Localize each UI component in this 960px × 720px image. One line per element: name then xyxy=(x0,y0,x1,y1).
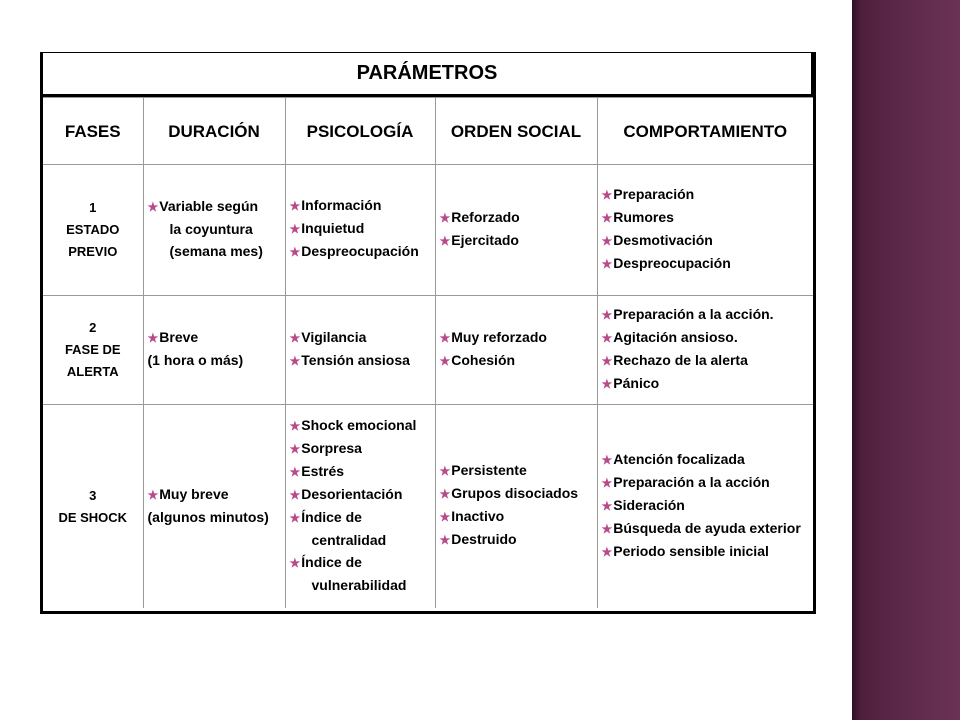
list-item: ★Desmotivación xyxy=(601,231,713,248)
orden-social-cell xyxy=(435,165,597,296)
star-icon: ★ xyxy=(289,419,301,433)
star-icon: ★ xyxy=(601,307,613,322)
list-item: ★Tensión ansiosa xyxy=(289,351,410,368)
duracion-cell xyxy=(143,296,285,405)
list-item: ★Preparación xyxy=(601,185,695,202)
table-title: PARÁMETROS xyxy=(43,53,813,97)
star-icon: ★ xyxy=(439,353,451,368)
fase-name: FASE DE ALERTA xyxy=(64,342,121,379)
comportamiento-cell xyxy=(597,296,813,405)
star-icon: ★ xyxy=(289,199,301,213)
list-item: ★Sorpresa xyxy=(289,440,362,456)
star-icon: ★ xyxy=(289,488,301,502)
star-icon: ★ xyxy=(289,330,301,345)
list-item: ★Inquietud xyxy=(289,220,365,236)
list-item: ★Rumores xyxy=(601,208,674,225)
list-item: ★Índice de xyxy=(289,509,362,525)
star-icon: ★ xyxy=(601,521,613,536)
list-item: ★Inactivo xyxy=(439,508,505,524)
list-item: ★Periodo sensible inicial xyxy=(601,542,769,559)
list-item: ★Ejercitado xyxy=(439,231,519,248)
star-icon: ★ xyxy=(289,556,301,570)
star-icon: ★ xyxy=(439,533,451,547)
list-item: vulnerabilidad xyxy=(311,577,407,593)
comportamiento-cell xyxy=(597,405,813,609)
list-item: ★Reforzado xyxy=(439,208,520,225)
header-psicologia: PSICOLOGÍA xyxy=(285,98,435,165)
star-icon: ★ xyxy=(439,464,451,478)
star-icon: ★ xyxy=(289,245,301,259)
star-icon: ★ xyxy=(289,511,301,525)
duracion-cell xyxy=(143,165,285,296)
psicologia-cell xyxy=(285,165,435,296)
star-icon: ★ xyxy=(439,510,451,524)
star-icon: ★ xyxy=(601,233,613,248)
list-item: (semana mes) xyxy=(169,243,263,259)
header-fases: FASES xyxy=(43,98,143,165)
fase-number: 2 xyxy=(89,320,97,335)
star-icon: ★ xyxy=(601,187,613,202)
list-item: ★Muy breve xyxy=(147,485,229,502)
star-icon: ★ xyxy=(601,330,613,345)
fase-cell xyxy=(43,405,143,609)
table-row xyxy=(43,405,813,609)
parameters-table xyxy=(43,97,813,608)
list-item: ★Persistente xyxy=(439,462,527,478)
table-row xyxy=(43,165,813,296)
list-item: ★Despreocupación xyxy=(289,243,419,259)
list-item: ★Pánico xyxy=(601,374,660,391)
fase-number: 1 xyxy=(89,200,97,215)
fase-number: 3 xyxy=(89,487,97,503)
fase-cell xyxy=(43,165,143,296)
orden-social-cell xyxy=(435,296,597,405)
list-item: ★Grupos disociados xyxy=(439,485,579,501)
list-item: centralidad xyxy=(311,532,387,548)
list-item: ★Rechazo de la alerta xyxy=(601,351,748,368)
list-item: ★Destruido xyxy=(439,531,517,547)
list-item: ★Agitación ansioso. xyxy=(601,328,738,345)
list-item: ★Atención focalizada xyxy=(601,450,745,467)
orden-social-cell xyxy=(435,405,597,609)
star-icon: ★ xyxy=(601,452,613,467)
list-item: ★Sideración xyxy=(601,496,685,513)
fase-name: DE SHOCK xyxy=(58,509,128,525)
psicologia-cell xyxy=(285,405,435,609)
star-icon: ★ xyxy=(601,475,613,490)
star-icon: ★ xyxy=(601,210,613,225)
list-item: ★Breve xyxy=(147,329,199,345)
list-item: ★Variable según xyxy=(147,198,259,214)
star-icon: ★ xyxy=(601,544,613,559)
list-item: la coyuntura xyxy=(169,221,253,237)
star-icon: ★ xyxy=(601,498,613,513)
star-icon: ★ xyxy=(601,353,613,368)
header-duracion: DURACIÓN xyxy=(143,98,285,165)
star-icon: ★ xyxy=(289,222,301,236)
duracion-cell xyxy=(143,405,285,609)
list-item: ★Información xyxy=(289,197,382,213)
star-icon: ★ xyxy=(147,487,159,502)
list-item: ★Búsqueda de ayuda exterior xyxy=(601,519,801,536)
list-item: ★Estrés xyxy=(289,463,345,479)
psicologia-cell xyxy=(285,296,435,405)
star-icon: ★ xyxy=(439,330,451,345)
comportamiento-cell xyxy=(597,165,813,296)
parameters-table-frame xyxy=(40,52,816,614)
list-item: ★Preparación a la acción xyxy=(601,473,770,490)
header-row xyxy=(43,98,813,165)
table-row xyxy=(43,296,813,405)
fase-name: ESTADO PREVIO xyxy=(66,222,120,259)
star-icon: ★ xyxy=(289,442,301,456)
star-icon: ★ xyxy=(601,376,613,391)
star-icon: ★ xyxy=(289,465,301,479)
list-item: (1 hora o más) xyxy=(147,352,244,368)
header-orden-social: ORDEN SOCIAL xyxy=(435,98,597,165)
star-icon: ★ xyxy=(289,353,301,368)
list-item: ★Vigilancia xyxy=(289,328,367,345)
star-icon: ★ xyxy=(601,256,613,271)
star-icon: ★ xyxy=(147,200,159,214)
star-icon: ★ xyxy=(147,331,159,345)
list-item: ★Despreocupación xyxy=(601,254,731,271)
fase-cell xyxy=(43,296,143,405)
star-icon: ★ xyxy=(439,233,451,248)
list-item: ★Cohesión xyxy=(439,351,516,368)
list-item: ★Muy reforzado xyxy=(439,328,547,345)
header-comportamiento: COMPORTAMIENTO xyxy=(597,98,813,165)
list-item: ★Preparación a la acción. xyxy=(601,305,774,322)
star-icon: ★ xyxy=(439,210,451,225)
side-decoration-band xyxy=(852,0,960,720)
star-icon: ★ xyxy=(439,487,451,501)
list-item: ★Índice de xyxy=(289,554,362,570)
list-item: ★Desorientación xyxy=(289,486,403,502)
list-item: (algunos minutos) xyxy=(147,508,269,525)
list-item: ★Shock emocional xyxy=(289,417,417,433)
